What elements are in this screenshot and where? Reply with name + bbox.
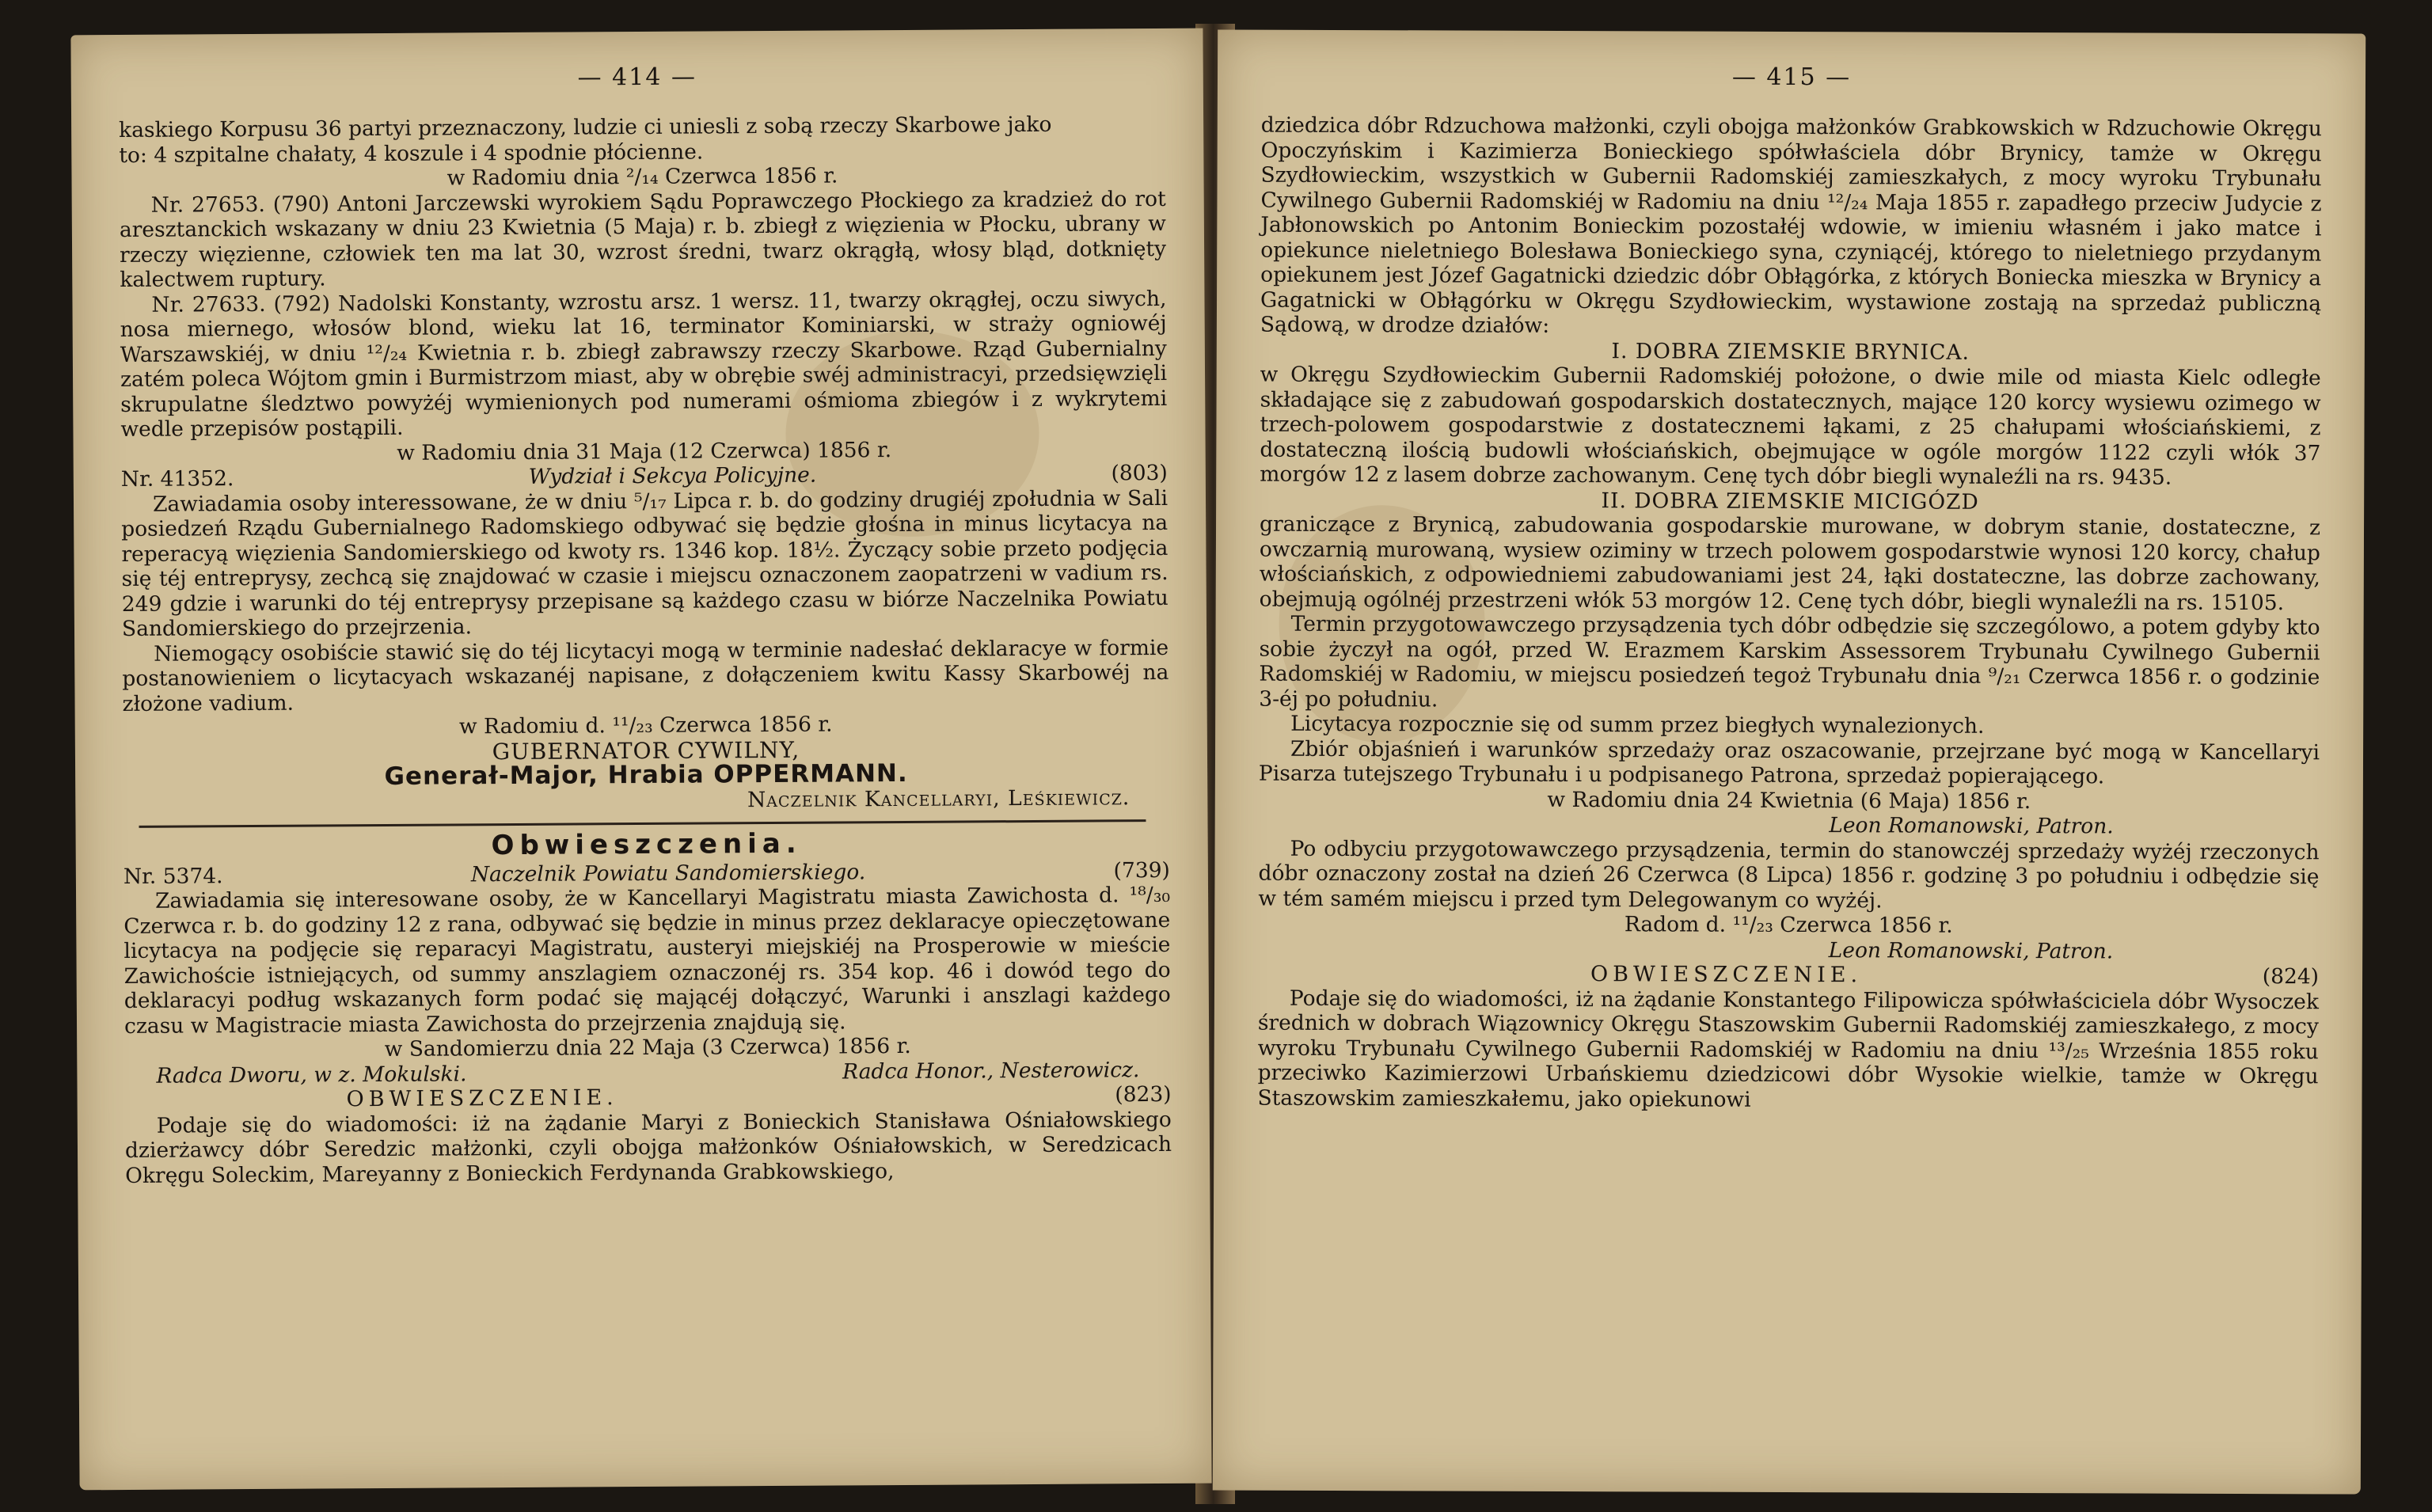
paragraph: Zbiór objaśnień i warunków sprzedaży oraz oszacowanie, przejrzane być mogą w Kancellaryi Pisarza tutejszego Trybunału i u podpisanego Patrona, sprzedaż popierającego. — [1258, 736, 2320, 789]
notice-code: (824) — [2262, 964, 2320, 990]
paragraph: Zawiadamia osoby interessowane, że w dniu ⁵/₁₇ Lipca r. b. do godziny drugiéj zpołudnia w Sali posiedzeń Rządu Gubernialnego Radomskiego odbywać się będzie głośna in minus licytacya na reperacyą więzienia Sandomierskiego od kwoty rs. 1346 kop. 18½. Życzący sobie przeto podjęcia się téj entreprysy, zechcą się znajdować w czasie i miejscu oznaczonem zaopatrzeni w vadium rs. 249 gdzie i warunki do téj entreprysy przepisane są każdego czasu w biórze Naczelnika Powiatu Sandomierskiego do przejrzenia. — [121, 485, 1168, 642]
date-line: w Radomiu dnia ²/₁₄ Czerwca 1856 r. — [446, 163, 838, 191]
signature-name: Generał-Major, Hrabia OPPERMANN. — [384, 758, 908, 791]
paragraph: Nr. 27633. (792) Nadolski Konstanty, wzrostu arsz. 1 wersz. 11, twarzy okrągłej, oczu siwych, nosa miernego, włosów blond, wieku lat 16, terminator Kominiarski, w straży ogniowéj Warszawskiéj, w dniu ¹²/₂₄ Kwietnia r. b. zbiegł zabrawszy rzeczy Skarbowe. Rząd Gubernialny zatém poleca Wójtom gmin i Burmistrzom miast, aby w obrębie swéj administracyi, przedsięwzięli skrupulatne śledztwo powyżéj wymienionych pod numerami ośmioma zbiegów i z wykrytemi wedle przepisów postąpili. — [120, 286, 1168, 443]
notice-code: (823) — [1115, 1081, 1172, 1107]
paragraph: Licytacya rozpocznie się od summ przez biegłych wynalezionych. — [1290, 711, 1985, 739]
right-page — [1213, 29, 2366, 1494]
date-line: w Radomiu d. ¹¹/₂₃ Czerwca 1856 r. — [458, 712, 833, 739]
paragraph: dziedzica dóbr Rdzuchowa małżonki, czyli obojga małżonków Grabkowskich w Rdzuchowie Okręgu Opoczyńskim i Kazimierza Bonieckiego spółwłaściela dóbr Brynicy, tamże w Okręgu Szydłowieckim, wszystkich w Gubernii Radomskiéj zamieszkałych, z mocy wyroku Trybunału Cywilnego Gubernii Radomskiéj w Radomiu na dniu ¹²/₂₄ Maja 1855 r. zapadłego przeciw Judycie z Jabłonowskich po Antonim Bonieckim pozostałéj wdowie, w imieniu własném i jako matce i opiekunce nieletniego Bolesława Bonieckiego syna, czyniącéj, którego to nieletniego przydanym opiekunem jest Józef Gagatnicki dziedzic dóbr Obłągórka, z których Boniecka mieszka w Brynicy a Gagatnicki w Obłągórku w Okręgu Szydłowieckim, wystawione zostają na sprzedaż publiczną Sądową, w drodze działów: — [1260, 112, 2322, 338]
text-line: to: 4 szpitalne chałaty, 4 koszule i 4 spodnie płócienne. — [119, 139, 704, 168]
paragraph: Podaje się do wiadomości: iż na żądanie Maryi z Bonieckich Stanisława Ośniałowskiego dzierżawcy dóbr Seredzic małżonki, czyli obojga małżonków Ośniałowskich, w Seredzicach Okręgu Soleckim, Mareyanny z Bonieckich Ferdynanda Grabkowskiego, — [124, 1107, 1172, 1188]
text-line: kaskiego Korpusu 36 partyi przeznaczony, ludzie ci uniesli z sobą rzeczy Skarbowe jako — [119, 112, 1052, 143]
notice-number: Nr. 5374. — [123, 863, 223, 889]
estate-heading: I. DOBRA ZIEMSKIE BRYNICA. — [1611, 338, 1970, 365]
page-number-left: — 414 — — [577, 63, 697, 92]
date-line: w Sandomierzu dnia 22 Maja (3 Czerwca) 1856 r. — [384, 1033, 911, 1062]
notice-title: OBWIESZCZENIE. — [346, 1085, 618, 1112]
divider — [139, 819, 1146, 828]
paragraph: Termin przygotowawczego przysądzenia tych dóbr odbędzie się szczególowo, a potem gdyby kto sobie życzył na ogół, przed W. Erazmem Karskim Assessorem Trybunału Cywilnego Gubernii Radomskiéj w Radomiu, w miejscu posiedzeń tegoż Trybunału dnia ⁹/₂₁ Czerwca 1856 r. o godzinie 3-éj po południu. — [1259, 611, 2320, 712]
section-banner: Obwieszczenia. — [491, 827, 802, 862]
signature-right: Radca Honor., Nesterowicz. — [842, 1057, 1140, 1084]
paragraph: Podaje się do wiadomości, iż na żądanie Konstantego Filipowicza spółwłaściciela dóbr Wysoczek średnich w dobrach Wiązownicy Okręgu Staszowskim Gubernii Radomskiéj zamieszkałego, z mocy wyroku Trybunału Cywilnego Gubernii Radomskiéj w Radomiu na dniu ¹³/₂₅ Września 1855 roku przeciwko Kazimierzowi Urbańskiemu dziedzicowi dóbr Wysokie wielkie, tamże w Okręgu Staszowskim zamieszkałemu, jako opiekunowi — [1257, 986, 2320, 1112]
date-line: Radom d. ¹¹/₂₃ Czerwca 1856 r. — [1624, 912, 1953, 938]
paragraph: Zawiadamia się interesowane osoby, że w Kancellaryi Magistratu miasta Zawichosta d. ¹⁸/₃₀ Czerwca r. b. do godziny 12 z rana, odbywać się będzie in minus przez deklaracye opieczętowane licytacya na podjęcie się reparacyi Magistratu, austeryi miejskiéj na Prosperowie w mieście Zawichoście istniejących, od summy anszlagiem oznaczonéj rs. 354 kop. 46 i dowód tego do deklaracyi podług wskazanych form podać się mającéj dołączyć, Warunki i anszlagi każdego czasu w Magistracie miasta Zawichosta do przejrzenia znajdują się. — [124, 882, 1171, 1039]
signature-left: Radca Dworu, w z. Mokulski. — [156, 1061, 467, 1088]
paragraph: w Okręgu Szydłowieckim Gubernii Radomskiéj położone, o dwie mile od miasta Kielc odległe składające się z zabudowań gospodarskich dostatecznych, mające 120 korcy wysiewu ozimego w trzech-polowem gospodarstwie z dostatecznemi łąkami, z 25 chałupami włościańskiemi, z dostateczną ilością budowli włościańskich, obejmujące w ogóle morgów 1122 czyli włók 37 morgów 12 z lasem dobrze zachowanym. Cenę tych dóbr biegli wynaleźli na rs. 9435. — [1260, 362, 2321, 490]
notice-office: Naczelnik Powiatu Sandomierskiego. — [470, 859, 866, 887]
estate-heading: II. DOBRA ZIEMSKIE MICIGÓZD — [1601, 488, 1979, 515]
signature: Leon Romanowski, Patron. — [1828, 937, 2114, 963]
date-line: w Radomiu dnia 31 Maja (12 Czerwca) 1856 r. — [397, 437, 892, 465]
paragraph: Po odbyciu przygotowawczego przysądzenia, termin do stanowczéj sprzedaży wyżéj rzeczonych dóbr oznaczony został na dzień 26 Czerwca (8 Lipca) 1856 r. godzinę 3 po południu i odbędzie się w tém samém miejscu i przed tym Delegowanym co wyżéj. — [1258, 836, 2320, 913]
notice-number: Nr. 41352. — [120, 466, 234, 492]
signature-title: GUBERNATOR CYWILNY, — [492, 736, 800, 765]
signature: Leon Romanowski, Patron. — [1829, 813, 2114, 839]
left-page — [70, 28, 1211, 1491]
notice-office: Wydział i Sekcya Policyjne. — [528, 462, 817, 489]
paragraph: Niemogący osobiście stawić się do téj licytacyi mogą w terminie nadesłać deklaracye w formie postanowieniem o licytacyach wskazanéj napisane, z dołączeniem kwitu Kassy Skarbowéj na złożone vadium. — [122, 635, 1169, 716]
paragraph: graniczące z Brynicą, zabudowania gospodarskie murowane, w dobrym stanie, dostateczne, z owczarnią murowaną, wysiew oziminy w trzech polowem gospodarstwie wynosi 120 korcy, chałup włościańskich, z odpowiedniemi zabudowaniami jest 24, łąki dostateczne, las dobrze zachowany, obejmują ogólnéj przestrzeni włók 53 morgów 12. Cenę tych dóbr, biegli wynaleźli na rs. 15105. — [1259, 511, 2321, 615]
page-number-right: — 415 — — [1731, 63, 1852, 92]
notice-title: OBWIESZCZENIE. — [1590, 962, 1863, 988]
left-page-content — [119, 112, 1172, 1188]
right-page-content — [1257, 113, 2321, 1115]
notice-code: (739) — [1113, 857, 1170, 883]
date-line: w Radomiu dnia 24 Kwietnia (6 Maja) 1856 r. — [1547, 787, 2031, 814]
notice-code: (803) — [1111, 460, 1168, 486]
signature-chancellery: Naczelnik Kancellaryi, Leśkiewicz. — [747, 784, 1130, 812]
notice-header — [1258, 961, 2319, 990]
paragraph: Nr. 27653. (790) Antoni Jarczewski wyrokiem Sądu Poprawczego Płockiego za kradzież do rot aresztanckich wskazany w dniu 23 Kwietnia (5 Maja) r. b. zbiegł z więzienia w Płocku, ubrany w rzeczy więzienne, człowiek ten ma lat 30, wzrost średni, twarz okrągłą, włosy bląd, dotknięty kalectwem ruptury. — [119, 186, 1167, 293]
